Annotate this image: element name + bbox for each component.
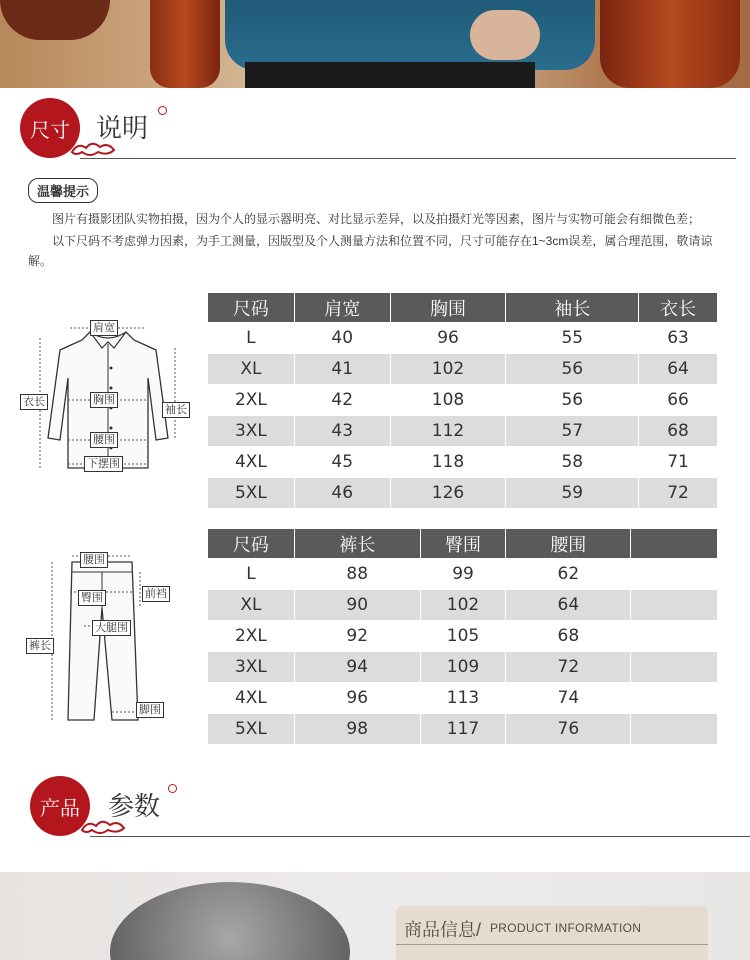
table-cell: 62: [506, 559, 630, 589]
table-header-cell: 尺码: [208, 293, 294, 322]
table-cell: 58: [506, 447, 638, 477]
table-cell: 68: [506, 621, 630, 651]
table-cell: 117: [421, 714, 506, 744]
table-cell: 76: [506, 714, 630, 744]
table-cell: 5XL: [208, 478, 294, 508]
table-row: [208, 478, 717, 508]
table-cell: 3XL: [208, 652, 294, 682]
label-shoulder: 肩宽: [90, 320, 118, 336]
table-cell: 55: [506, 323, 638, 353]
table-cell: 2XL: [208, 621, 294, 651]
table-header-cell: 肩宽: [295, 293, 390, 322]
table-cell: 5XL: [208, 714, 294, 744]
table-row: [208, 683, 717, 713]
table-row: [208, 621, 717, 651]
table-row: [208, 590, 717, 620]
title-dot-icon: [158, 106, 167, 115]
table-row: [208, 385, 717, 415]
table-cell: 126: [391, 478, 506, 508]
table-cell: 96: [391, 323, 506, 353]
table-cell: 88: [295, 559, 420, 589]
table-cell: 96: [295, 683, 420, 713]
tips-paragraph-2: 以下尺码不考虑弹力因素，为手工测量，因版型及个人测量方法和位置不同，尺寸可能存在1~3cm误差，属合理范围，敬请谅解。: [28, 234, 713, 268]
table-cell: 4XL: [208, 447, 294, 477]
table-cell: 68: [639, 416, 717, 446]
table-cell: 118: [391, 447, 506, 477]
tips-paragraph-1: 图片有摄影团队实物拍摄，因为个人的显示器明亮、对比显示差异，以及拍摄灯光等因素，图片与实物可能会有细微色差；: [52, 212, 701, 226]
table-cell: 98: [295, 714, 420, 744]
table-header-cell: 臀围: [421, 529, 506, 558]
table-row: [208, 652, 717, 682]
table-cell: 66: [639, 385, 717, 415]
table-cell: 99: [421, 559, 506, 589]
divider-line: [396, 944, 708, 945]
divider-line: [90, 836, 750, 837]
table-cell: 71: [639, 447, 717, 477]
label-pants-length: 裤长: [26, 638, 54, 654]
table-cell: 112: [391, 416, 506, 446]
table-cell: [631, 559, 717, 589]
table-cell: 64: [506, 590, 630, 620]
table-cell: 3XL: [208, 416, 294, 446]
table-cell: [631, 590, 717, 620]
size-badge: 尺寸: [20, 98, 80, 158]
table-cell: 40: [295, 323, 390, 353]
table-cell: 102: [391, 354, 506, 384]
table-cell: [631, 683, 717, 713]
table-cell: 56: [506, 354, 638, 384]
shirt-diagram: [20, 318, 195, 473]
table-header-cell: [631, 529, 717, 558]
pants-image: [245, 62, 535, 88]
chair-right-image: [600, 0, 740, 88]
table-row: [208, 447, 717, 477]
tips-badge: 温馨提示: [28, 178, 98, 203]
label-thigh: 大腿围: [92, 620, 131, 636]
table-cell: 72: [506, 652, 630, 682]
table-cell: 43: [295, 416, 390, 446]
table-row: [208, 416, 717, 446]
table-cell: 94: [295, 652, 420, 682]
model-photo-top: [0, 0, 750, 88]
hand-image: [470, 10, 540, 60]
table-header-cell: 腰围: [506, 529, 630, 558]
label-leg-opening: 脚围: [136, 702, 164, 718]
table-cell: XL: [208, 354, 294, 384]
table-header-cell: 袖长: [506, 293, 638, 322]
table-cell: 102: [421, 590, 506, 620]
table-cell: [631, 621, 717, 651]
table-cell: 74: [506, 683, 630, 713]
table-cell: 2XL: [208, 385, 294, 415]
table-cell: XL: [208, 590, 294, 620]
table-cell: 90: [295, 590, 420, 620]
table-cell: 63: [639, 323, 717, 353]
table-cell: 105: [421, 621, 506, 651]
table-header-cell: 尺码: [208, 529, 294, 558]
table-cell: [631, 714, 717, 744]
label-waist: 腰围: [90, 432, 118, 448]
label-length: 衣长: [20, 394, 48, 410]
product-info-title: 商品信息/: [404, 920, 482, 940]
tips-block: [28, 178, 718, 271]
product-info-subtitle: PRODUCT INFORMATION: [490, 921, 642, 935]
table-cell: 64: [639, 354, 717, 384]
table-cell: 41: [295, 354, 390, 384]
label-chest: 胸围: [90, 392, 118, 408]
table-header-row: [208, 529, 717, 558]
label-rise: 前裆: [142, 586, 170, 602]
table-header-cell: 裤长: [295, 529, 420, 558]
label-hip: 臀围: [78, 590, 106, 606]
table-header-cell: 胸围: [391, 293, 506, 322]
table-cell: 4XL: [208, 683, 294, 713]
size-title: 说明: [96, 113, 149, 143]
label-sleeve: 袖长: [162, 402, 190, 418]
pants-diagram: [22, 548, 182, 728]
table-cell: 59: [506, 478, 638, 508]
table-cell: 72: [639, 478, 717, 508]
table-cell: 92: [295, 621, 420, 651]
product-title: 参数: [108, 791, 161, 821]
table-header-cell: 衣长: [639, 293, 717, 322]
table-cell: L: [208, 323, 294, 353]
label-hem: 下摆围: [84, 456, 123, 472]
table-cell: 109: [421, 652, 506, 682]
title-dot-icon: [168, 784, 177, 793]
table-cell: 57: [506, 416, 638, 446]
product-section-header: [0, 776, 750, 846]
table-row: [208, 354, 717, 384]
divider-line: [80, 158, 736, 159]
table-row: [208, 559, 717, 589]
teacup-image: [0, 0, 110, 40]
table-cell: L: [208, 559, 294, 589]
label-pants-waist: 腰围: [80, 552, 108, 568]
size-section-header: [0, 98, 750, 168]
table-cell: [631, 652, 717, 682]
table-cell: 113: [421, 683, 506, 713]
table-cell: 108: [391, 385, 506, 415]
product-info-card: [396, 906, 708, 960]
table-cell: 42: [295, 385, 390, 415]
chair-left-image: [150, 0, 220, 88]
pants-size-table: [207, 528, 718, 745]
table-header-row: [208, 293, 717, 322]
table-cell: 46: [295, 478, 390, 508]
table-row: [208, 323, 717, 353]
top-size-table: [207, 292, 718, 509]
table-cell: 56: [506, 385, 638, 415]
table-row: [208, 714, 717, 744]
table-cell: 45: [295, 447, 390, 477]
model-hair-image: [110, 882, 350, 960]
product-badge: 产品: [30, 776, 90, 836]
